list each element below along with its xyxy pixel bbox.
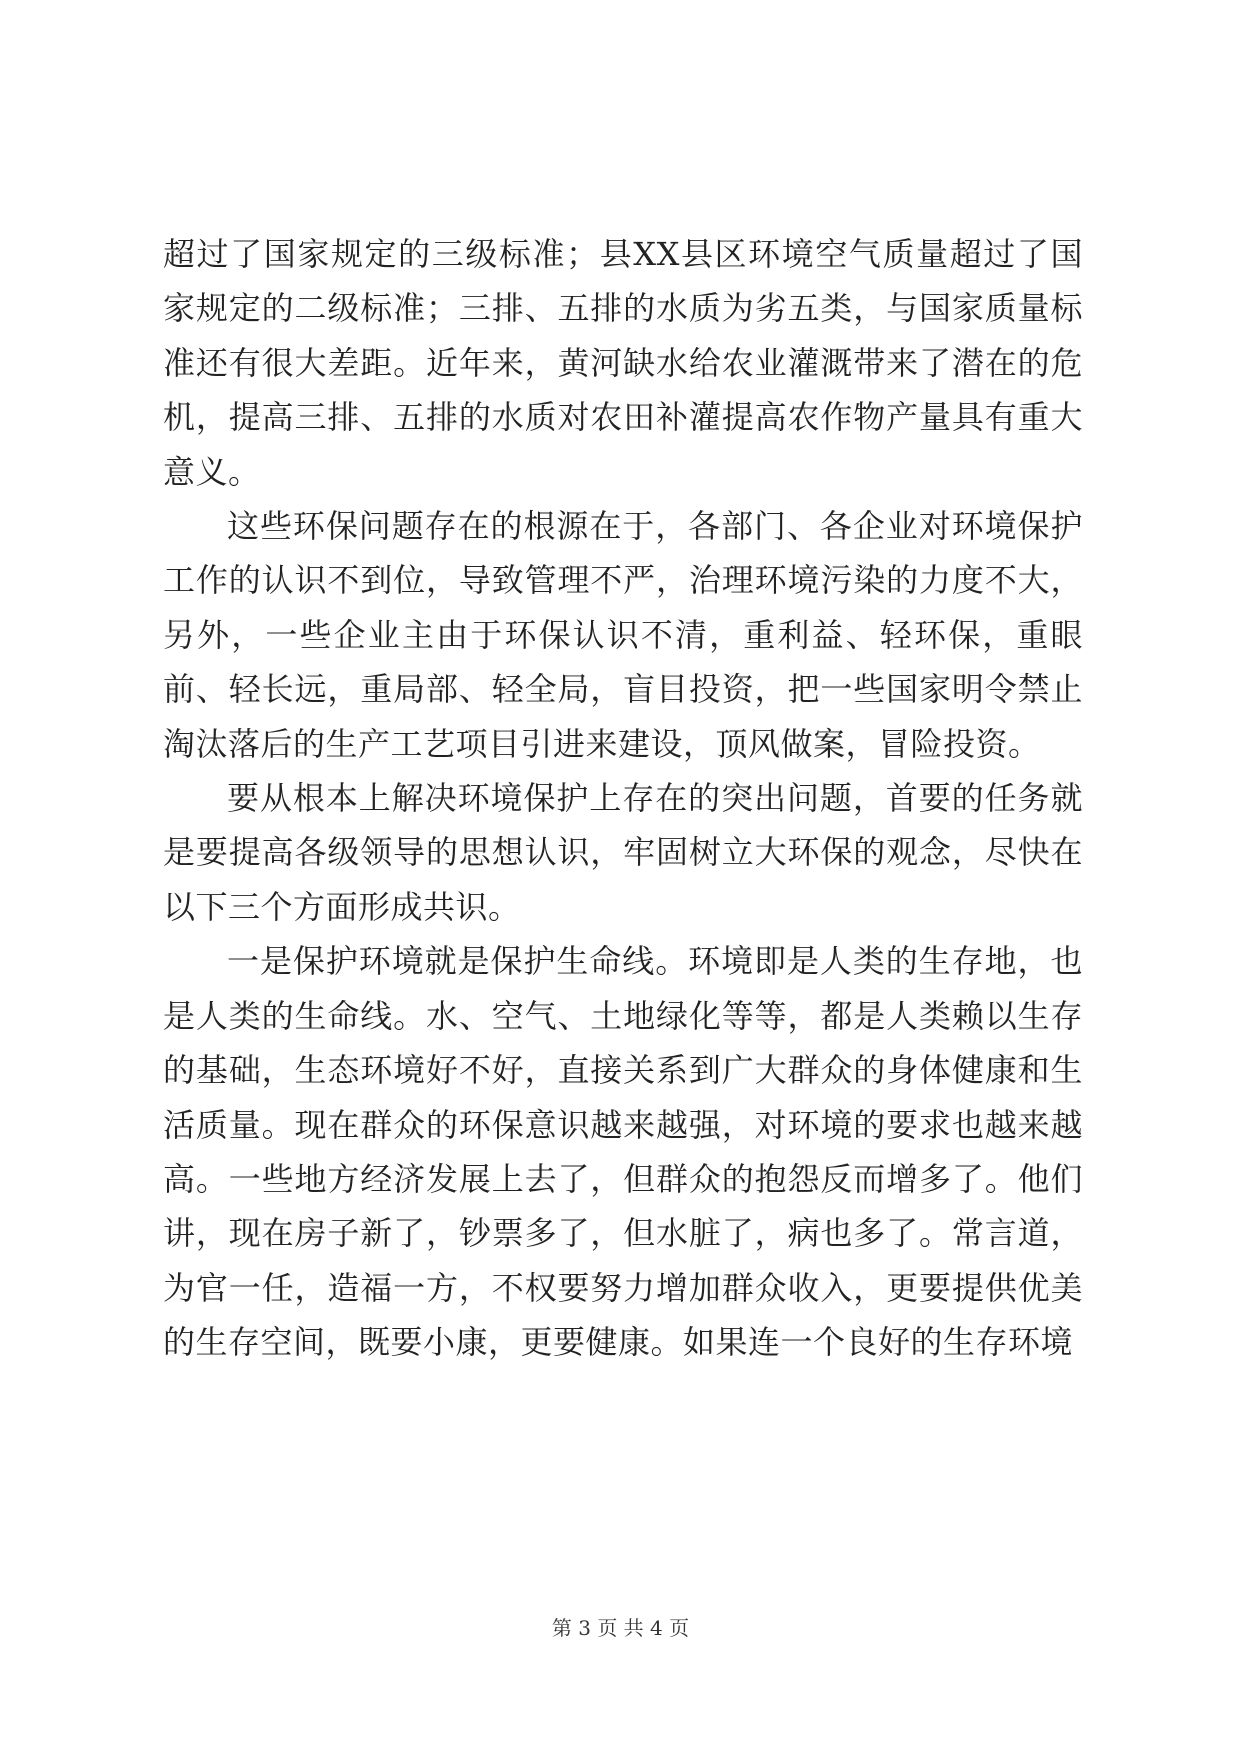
page-number-label: 第 3 页 共 4 页 <box>551 1616 690 1640</box>
paragraph-2: 这些环保问题存在的根源在于，各部门、各企业对环境保护工作的认识不到位，导致管理不严，治理环境污染的力度不大，另外，一些企业主由于环保认识不清，重利益、轻环保，重眼前、轻长远，重局部、轻全局，盲目投资，把一些国家明令禁止淘汰落后的生产工艺项目引进来建设，顶风做案，冒险投资。 <box>163 507 1083 763</box>
paragraph-3: 要从根本上解决环境保护上存在的突出问题，首要的任务就是要提高各级领导的思想认识，牢固树立大环保的观念，尽快在以下三个方面形成共识。 <box>163 779 1083 926</box>
page-footer <box>0 1614 1241 1642</box>
document-body <box>163 227 1083 1370</box>
paragraph-1: 超过了国家规定的三级标准；县XX县区环境空气质量超过了国家规定的二级标准；三排、五排的水质为劣五类，与国家质量标准还有很大差距。近年来，黄河缺水给农业灌溉带来了潜在的危机，提高三排、五排的水质对农田补灌提高农作物产量具有重大意义。 <box>163 235 1083 491</box>
paragraph-4: 一是保护环境就是保护生命线。环境即是人类的生存地，也是人类的生命线。水、空气、土地绿化等等，都是人类赖以生存的基础，生态环境好不好，直接关系到广大群众的身体健康和生活质量。现在群众的环保意识越来越强，对环境的要求也越来越高。一些地方经济发展上去了，但群众的抱怨反而增多了。他们讲，现在房子新了，钞票多了，但水脏了，病也多了。常言道，为官一任，造福一方，不权要努力增加群众收入，更要提供优美的生存空间，既要小康，更要健康。如果连一个良好的生存环境 <box>163 942 1083 1362</box>
